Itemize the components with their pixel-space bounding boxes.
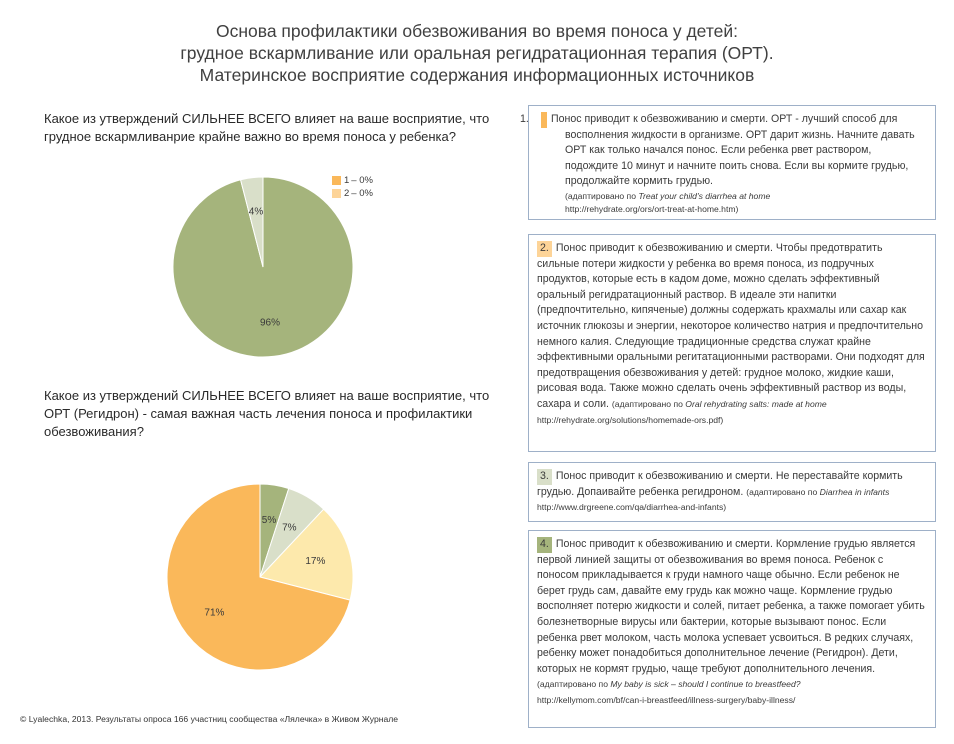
- legend-text-1: – 0%: [351, 175, 373, 186]
- legend-item-2: [332, 187, 373, 200]
- box-text-3: Понос приводит к обезвоживанию и смерти. Не переставайте кормить грудью. Допаивайте ребенка регидроном.: [537, 470, 903, 498]
- source-prefix: (адаптировано по: [565, 190, 639, 201]
- pie-chart-breastfeeding: [160, 165, 360, 365]
- pie-label-1: 71%: [204, 607, 225, 619]
- box-number-2: 2.: [537, 241, 552, 257]
- legend-num-1: 1: [344, 175, 350, 186]
- info-box-1: [520, 105, 936, 220]
- source-title: My baby is sick – should I continue to breastfeed?: [610, 679, 801, 690]
- legend-num-2: 2: [344, 188, 350, 199]
- source-title: Oral rehydrating salts: made at home: [685, 398, 827, 409]
- source-url: http://rehydrate.org/solutions/homemade-ors.pdf): [537, 414, 724, 425]
- info-box-2: [528, 234, 936, 452]
- question-1: Какое из утверждений СИЛЬНЕЕ ВСЕГО влияет на ваше восприятие, что грудное вскармливанрие крайне важно во время поноса у ребенка?: [44, 111, 490, 144]
- info-box-4: [528, 530, 936, 728]
- box-text-1: Понос приводит к обезвоживанию и смерти. ОРТ - лучший способ для восполнения жидкости в организме. ОРТ дарит жизнь. Начните давать ОРТ как только начался понос. Если ребенка рвет раствором, подождите 10 минут и начните поить снова. Если вы кормите грудью, продолжайте кормить грудью.: [551, 113, 915, 188]
- title-line-1: Основа профилактики обезвоживания во время поноса у детей:: [215, 21, 739, 41]
- pie-label-4: 5%: [261, 515, 277, 527]
- legend-item-1: [332, 174, 373, 187]
- page-title: [0, 20, 954, 86]
- source-title: Treat your child's diarrhea at home: [638, 190, 771, 201]
- pie-chart-ort: [160, 470, 360, 680]
- legend-swatch-1: [332, 176, 341, 185]
- box-number-1: 1.: [541, 112, 547, 128]
- box-text-4: Понос приводит к обезвоживанию и смерти. Кормление грудью является первой линией защиты от обезвоживания во время поноса. Ребенок с поносом прикладывается к груди намного чаще обычно. Если ребенок не берет грудь сам, давайте ему грудь как можно чаще. Кормление грудью восполняет потерю жидкости и солей, питает ребенка, а также помогает убить болезнетворные вирусы или бактерии, которые вызывают понос. Если ребенка рвет молоком, часть молока успевает усвоиться. В редких случаях, ребенку может понадобиться дополнительное лечение (Регидрон). Дети, которых не кормят грудью, чаще требуют дополнительного лечения.: [537, 538, 925, 675]
- pie-label-3: 7%: [282, 522, 297, 534]
- footer-credit: © Lyalechka, 2013. Результаты опроса 166 участниц сообщества «Лялечка» в Живом Журнале: [20, 714, 399, 724]
- info-box-3: [528, 462, 936, 522]
- pie-label-2: 17%: [305, 555, 326, 567]
- box-source-1: [541, 190, 927, 216]
- box-number-3: 3.: [537, 469, 552, 485]
- source-url: http://rehydrate.org/ors/ort-treat-at-home.htm): [565, 203, 739, 214]
- legend-text-2: – 0%: [351, 188, 373, 199]
- source-url: http://www.drgreene.com/qa/diarrhea-and-infants): [537, 502, 727, 513]
- chart-legend: [332, 174, 373, 200]
- box-source-4: [537, 679, 801, 705]
- box-number-4: 4.: [537, 537, 552, 553]
- box-text-2: Понос приводит к обезвоживанию и смерти. Чтобы предотвратить сильные потери жидкости у ребенка во время поноса, из подручных продуктов, которые есть в кадом доме, можно сделать эффективный оральный регидратационный раствор. В идеале эти напитки (предпочтительно, кипяченые) должны содержать крахмалы или сахар как источник глюкозы и энергии, некоторое количество натрия и предпочтительно немного калия. Следующие традиционные средства служат крайне эффективными оральными регитатационными растворами. Они подходят для предотвращения обезвоживания у детей: грудное молоко, жидкие каши, рисовая вода. Также можно сделать очень эффективный раствор из воды, сахара и соли.: [537, 242, 925, 410]
- title-line-3: Материнское восприятие содержания информационных источников: [199, 65, 755, 85]
- source-prefix: (адаптировано по: [746, 486, 820, 497]
- pie-label-4: 96%: [259, 317, 281, 329]
- source-title: Diarrhea in infants: [819, 486, 890, 497]
- title-line-2: грудное вскармливание или оральная регидратационная терапия (ОРТ).: [180, 43, 774, 63]
- source-prefix: (адаптировано по: [537, 679, 611, 690]
- legend-swatch-2: [332, 189, 341, 198]
- source-url: http://kellymom.com/bf/can-i-breastfeed/illness-surgery/baby-illness/: [537, 694, 796, 705]
- question-2: Какое из утверждений СИЛЬНЕЕ ВСЕГО влияет на ваше восприятие, что ОРТ (Регидрон) - самая важная часть лечения поноса и профилактики обезвоживания?: [44, 388, 490, 439]
- source-prefix: (адаптировано по: [611, 398, 686, 409]
- pie-label-3: 4%: [248, 206, 264, 218]
